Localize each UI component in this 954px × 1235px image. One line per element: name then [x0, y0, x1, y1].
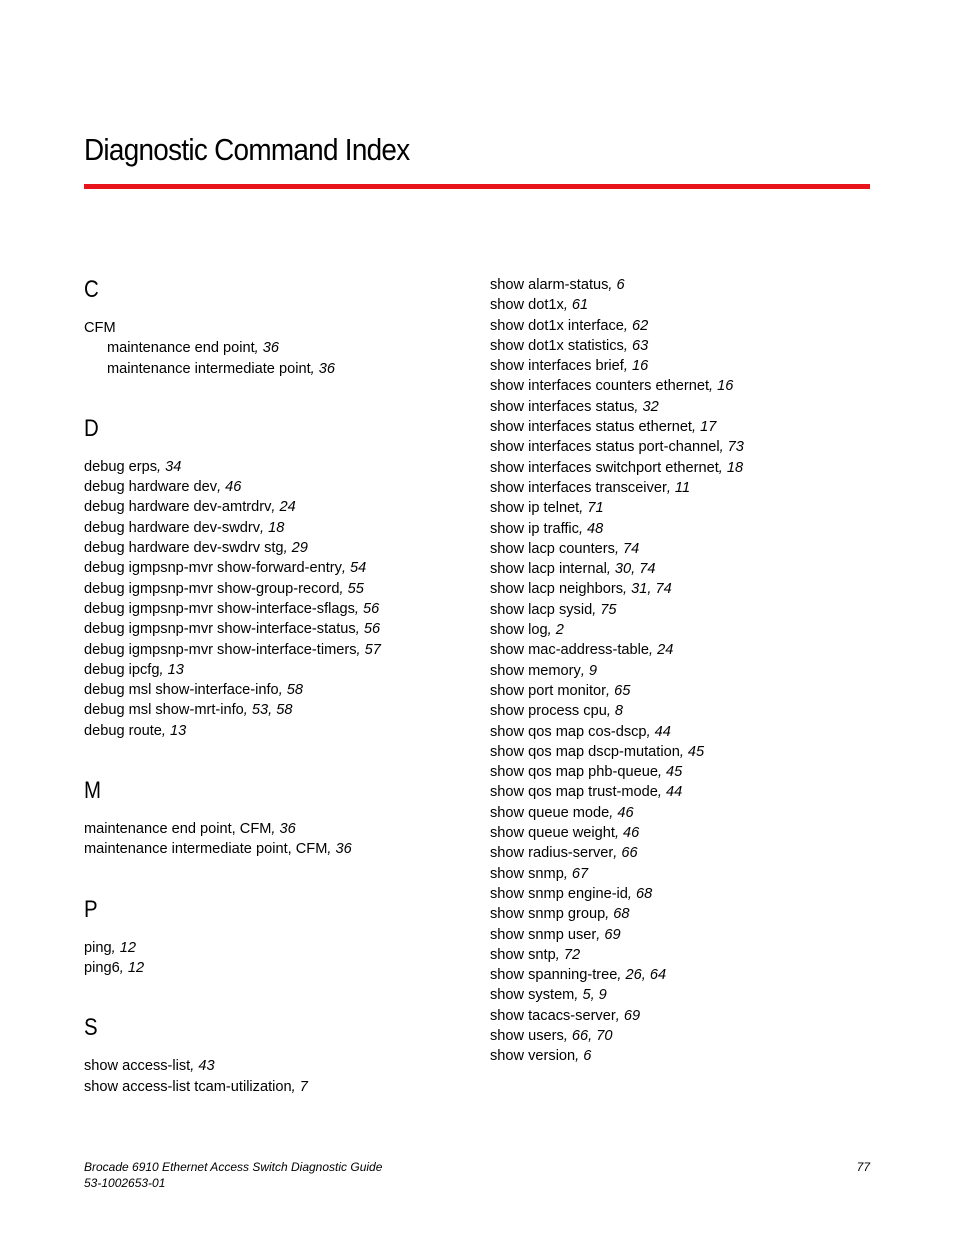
index-entry-text: debug hardware dev-swdrv stg [84, 540, 284, 557]
index-entry [490, 1006, 890, 1026]
index-entry [490, 640, 890, 660]
index-entry [490, 681, 890, 701]
index-entry-text: show qos map trust-mode [490, 784, 658, 801]
index-entry-pages: , 62 [623, 317, 649, 334]
index-entry-text: show memory [490, 662, 581, 679]
index-entry-text: show snmp user [490, 926, 597, 943]
index-entry-text: show qos map cos-dscp [490, 723, 647, 740]
index-entry [490, 1046, 890, 1066]
index-entry-text: show snmp engine-id [490, 885, 628, 902]
index-entry [84, 958, 484, 978]
index-entry [84, 721, 484, 741]
index-entry [84, 640, 484, 660]
index-section [84, 1014, 484, 1097]
index-entry-text: show interfaces transceiver [490, 479, 667, 496]
index-entry-text: show snmp [490, 865, 564, 882]
index-entry [84, 558, 484, 578]
index-entry [84, 538, 484, 558]
index-entry-text: show interfaces status [490, 398, 635, 415]
index-entry [490, 925, 890, 945]
index-entry-pages: , 6 [608, 277, 625, 293]
index-entry [490, 295, 890, 315]
index-entry-text: show port monitor [490, 682, 606, 699]
index-entry [84, 1056, 484, 1076]
index-entry-pages: , 24 [271, 499, 296, 516]
index-entry-text: debug hardware dev [84, 479, 218, 496]
index-entry-text: show interfaces status port-channel [490, 439, 720, 456]
index-entry-text: show system [490, 987, 575, 1004]
index-entry [490, 864, 890, 884]
index-entry-pages: , 68 [605, 906, 630, 923]
index-entry-text: show users [490, 1027, 564, 1044]
index-entry [490, 559, 890, 579]
index-entry-text: debug igmpsnp-mvr show-group-record [84, 580, 340, 597]
footer-guide-title: Brocade 6910 Ethernet Access Switch Diagnostic Guide [84, 1160, 383, 1174]
index-entry-pages: , 43 [190, 1058, 215, 1075]
index-entry-text: CFM [84, 320, 116, 336]
index-entry-text: show access-list [84, 1058, 191, 1075]
index-entry-pages: , 18 [260, 519, 285, 536]
index-entry-pages: , 63 [623, 337, 649, 354]
index-entry-text: debug igmpsnp-mvr show-interface-sflags [84, 600, 355, 617]
index-entry-pages: , 46 [614, 825, 640, 842]
index-entry-pages: , 24 [648, 642, 674, 659]
title-rule [84, 184, 870, 189]
index-section [84, 276, 484, 379]
index-entry-text: show log [490, 622, 548, 639]
index-subentry [84, 359, 484, 379]
index-entry [490, 417, 890, 437]
index-entry-pages: , 17 [692, 419, 717, 436]
index-entry-text: show version [490, 1048, 576, 1065]
index-entry-text: debug msl show-mrt-info [84, 702, 244, 719]
index-entry [490, 965, 890, 985]
index-entry-pages: , 48 [578, 520, 604, 537]
index-entry [84, 680, 484, 700]
index-section-letter: D [84, 414, 99, 442]
index-entry [84, 619, 484, 639]
page-title: Diagnostic Command Index [84, 132, 410, 167]
index-entry-text: show qos map dscp-mutation [490, 743, 680, 760]
index-entry-pages: , 55 [339, 580, 364, 597]
index-entry-pages: , 56 [354, 600, 380, 617]
index-entry-text: debug igmpsnp-mvr show-forward-entry [84, 560, 342, 577]
index-entry [84, 497, 484, 517]
index-entry-pages: , 13 [161, 722, 187, 739]
index-entry-text: maintenance end point [107, 340, 255, 357]
index-section-letter: C [84, 276, 99, 303]
index-entry-text: show dot1x statistics [490, 337, 624, 354]
index-entry-text: ping6 [84, 959, 120, 976]
index-left-column [84, 276, 484, 1133]
index-entry [490, 478, 890, 498]
index-entry-pages: , 13 [159, 661, 184, 678]
index-entry-text: debug erps [84, 458, 158, 475]
index-entry-text: show lacp counters [490, 540, 615, 557]
index-entry-pages: , 65 [606, 682, 631, 699]
index-entry-text: show ip traffic [490, 520, 579, 537]
index-entry [490, 823, 890, 843]
index-entry-pages: , 69 [615, 1007, 641, 1024]
index-entry-text: show interfaces switchport ethernet [490, 459, 719, 476]
index-entry-text: show snmp group [490, 906, 606, 923]
index-entry-text: show dot1x interface [490, 317, 624, 334]
index-section [84, 415, 484, 741]
index-entry-pages: , 16 [709, 378, 734, 395]
index-entry-text: debug hardware dev-amtrdrv [84, 499, 272, 516]
index-entry-pages: , 72 [555, 946, 581, 963]
index-entry-text: show interfaces brief [490, 358, 624, 375]
index-entry [490, 356, 890, 376]
index-entry [490, 519, 890, 539]
index-entry-text: maintenance intermediate point, CFM [84, 841, 328, 858]
index-right-column [490, 275, 890, 1067]
index-entry [490, 701, 890, 721]
footer-left [84, 1160, 382, 1191]
index-entry [84, 599, 484, 619]
index-entry-pages: , 34 [157, 458, 182, 475]
index-entry-text: show interfaces counters ethernet [490, 378, 710, 395]
index-entry [490, 437, 890, 457]
index-entry-pages: , 26, 64 [617, 967, 667, 984]
index-entry-pages: , 56 [355, 621, 381, 638]
index-entry-pages: , 54 [341, 560, 367, 577]
index-entry [490, 458, 890, 478]
index-entry-pages: , 57 [356, 641, 381, 658]
index-entry-text: show radius-server [490, 845, 614, 862]
index-entry [490, 620, 890, 640]
index-entry [84, 579, 484, 599]
index-entry [490, 661, 890, 681]
index-entry-text: show queue weight [490, 825, 615, 842]
index-entry [84, 518, 484, 538]
index-entry-pages: , 75 [592, 601, 617, 618]
index-entry-pages: , 12 [119, 959, 145, 976]
index-entry [490, 1026, 890, 1046]
index-entry [490, 579, 890, 599]
index-entry-pages: , 58 [278, 682, 304, 699]
index-entry-pages: , 69 [596, 926, 621, 943]
index-entry-pages: , 7 [291, 1078, 308, 1095]
index-entry-pages: , 45 [679, 743, 705, 760]
index-entry-text: maintenance intermediate point [107, 360, 311, 377]
index-entry [490, 762, 890, 782]
index-entry-pages: , 12 [111, 939, 136, 956]
index-entry-text: show access-list tcam-utilization [84, 1078, 292, 1095]
index-entry-pages: , 16 [623, 358, 649, 375]
index-entry-text: debug igmpsnp-mvr show-interface-timers [84, 641, 357, 658]
index-entry [84, 938, 484, 958]
index-entry-text: show lacp sysid [490, 601, 593, 618]
index-entry-text: show lacp neighbors [490, 581, 624, 598]
footer-page-number: 77 [856, 1160, 870, 1174]
index-entry [490, 275, 890, 295]
index-entry-text: show mac-address-table [490, 642, 649, 659]
index-entry-pages: , 61 [563, 297, 589, 314]
index-entry [84, 477, 484, 497]
index-entry [490, 397, 890, 417]
index-entry [490, 945, 890, 965]
index-entry-text: show alarm-status [490, 277, 609, 293]
index-entry-text: show qos map phb-queue [490, 764, 658, 781]
index-entry-pages: , 66, 70 [563, 1027, 613, 1044]
index-entry-text: show spanning-tree [490, 967, 618, 984]
index-entry [84, 1077, 484, 1097]
index-entry-text: show interfaces status ethernet [490, 419, 692, 436]
index-entry-text: show ip telnet [490, 500, 580, 517]
index-entry [84, 839, 484, 859]
index-entry [490, 985, 890, 1005]
index-entry-pages: , 53, 58 [243, 702, 293, 719]
index-entry [490, 722, 890, 742]
index-entry-text: show lacp internal [490, 561, 607, 578]
index-entry-text: debug igmpsnp-mvr show-interface-status [84, 621, 356, 638]
index-entry [84, 318, 484, 338]
index-entry-pages: , 36 [310, 360, 335, 377]
index-entry-text: show dot1x [490, 297, 564, 314]
index-section-letter: S [84, 1014, 98, 1042]
index-entry [84, 457, 484, 477]
index-entry [490, 843, 890, 863]
index-entry-text: ping [84, 939, 112, 956]
index-section [84, 777, 484, 860]
index-entry [490, 376, 890, 396]
index-entry-pages: , 18 [718, 459, 744, 476]
index-entry [490, 498, 890, 518]
index-entry-pages: , 44 [657, 784, 683, 801]
index-entry-pages: , 36 [254, 340, 280, 357]
index-section-letter: P [84, 895, 98, 923]
index-entry-pages: , 30, 74 [606, 561, 656, 578]
index-entry-text: debug msl show-interface-info [84, 682, 279, 699]
index-entry-pages: , 9 [580, 662, 598, 679]
index-entry-pages: , 44 [646, 723, 671, 740]
index-entry-text: debug hardware dev-swdrv [84, 519, 261, 536]
index-entry-pages: , 32 [634, 398, 659, 415]
index-entry [84, 819, 484, 839]
index-entry-text: maintenance end point, CFM [84, 821, 272, 838]
index-entry-pages: , 71 [579, 500, 604, 517]
index-entry-pages: , 73 [719, 439, 744, 456]
index-entry-text: show tacacs-server [490, 1007, 616, 1024]
index-entry-text: show queue mode [490, 804, 610, 821]
index-entry-text: show process cpu [490, 703, 607, 720]
index-entry [84, 660, 484, 680]
index-entry-pages: , 6 [575, 1048, 592, 1065]
index-entry [490, 803, 890, 823]
index-entry [490, 316, 890, 336]
index-entry [490, 884, 890, 904]
index-entry-pages: , 31, 74 [623, 581, 672, 598]
index-entry [84, 700, 484, 720]
index-section-letter: M [84, 777, 101, 805]
index-section [84, 896, 484, 979]
footer-doc-number: 53-1002653-01 [84, 1175, 166, 1190]
index-entry [490, 782, 890, 802]
index-entry-pages: , 74 [614, 540, 640, 557]
index-entry-pages: , 68 [627, 885, 653, 902]
index-entry-pages: , 8 [606, 703, 624, 720]
index-entry-pages: , 36 [271, 821, 296, 838]
index-entry [490, 539, 890, 559]
index-entry-pages: , 46 [609, 804, 634, 821]
index-entry-pages: , 36 [327, 841, 352, 858]
index-entry [490, 742, 890, 762]
index-entry-pages: , 5, 9 [574, 987, 607, 1004]
index-entry [490, 600, 890, 620]
index-entry-text: show sntp [490, 946, 556, 963]
index-subentry [84, 338, 484, 358]
index-entry-pages: , 46 [217, 479, 242, 496]
index-entry [490, 904, 890, 924]
index-entry-text: debug route [84, 722, 162, 739]
index-entry-pages: , 66 [613, 845, 638, 862]
index-entry-pages: , 67 [563, 865, 589, 882]
index-entry [490, 336, 890, 356]
index-entry-pages: , 45 [657, 764, 683, 781]
index-entry-pages: , 29 [283, 540, 308, 557]
index-entry-pages: , 11 [666, 479, 691, 496]
index-entry-text: debug ipcfg [84, 661, 160, 678]
index-entry-pages: , 2 [547, 622, 564, 639]
